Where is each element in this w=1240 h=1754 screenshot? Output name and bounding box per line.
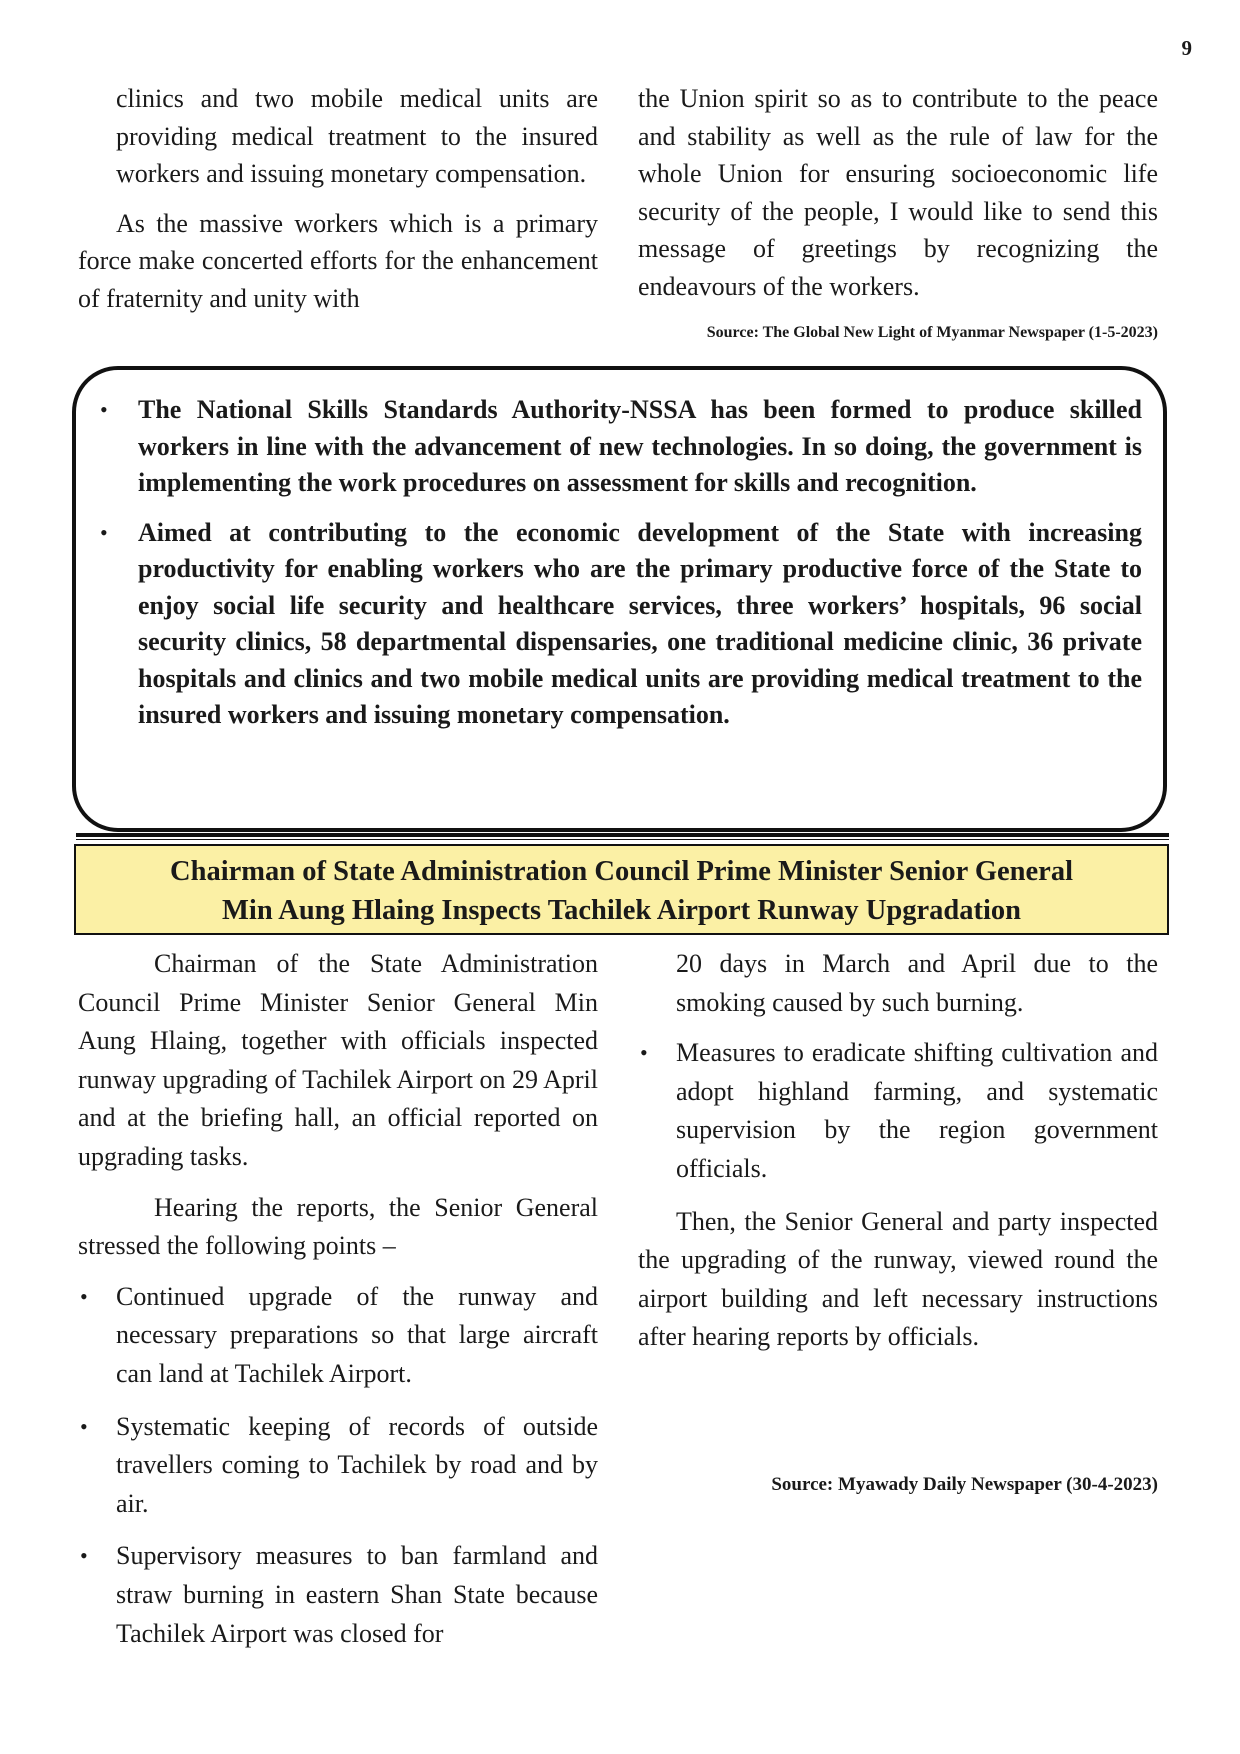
article-bullet-list [638, 1034, 1158, 1188]
continued-paragraph: As the massive workers which is a primary force make concerted efforts for the enhancement of fraternity and unity with [78, 208, 598, 313]
article-right-column [638, 945, 1158, 1369]
list-item-text: Supervisory measures to ban farmland and straw burning in eastern Shan State because Tachilek Airport was closed for [116, 1541, 598, 1648]
highlight-list [100, 392, 1142, 747]
list-item-text: Systematic keeping of records of outside travellers coming to Tachilek by road and by air. [116, 1411, 598, 1518]
list-item [78, 1537, 598, 1653]
list-item-text: Measures to eradicate shifting cultivation and adopt highland farming, and systematic supervision by the region government officials. [676, 1038, 1158, 1183]
source-citation: Source: Myawady Daily Newspaper (30-4-2023) [771, 1474, 1158, 1495]
list-item-text: Continued upgrade of the runway and necessary preparations so that large aircraft can land at Tachilek Airport. [116, 1281, 598, 1388]
list-item [78, 1278, 598, 1394]
continued-paragraph: clinics and two mobile medical units are providing medical treatment to the insured workers and issuing monetary compensation. [116, 84, 598, 188]
page-number: 9 [1181, 36, 1192, 60]
continued-paragraph: the Union spirit so as to contribute to the peace and stability as well as the rule of law for the whole Union for ensuring socioeconomic life security of the people, I would like to send this message of greetings by recognizing the endeavours of the workers. [638, 84, 1158, 301]
article-headline [74, 844, 1169, 935]
article-left-column [78, 945, 598, 1667]
article-paragraph: Hearing the reports, the Senior General stressed the following points – [78, 1192, 598, 1261]
article-paragraph: 20 days in March and April due to the smoking caused by such burning. [676, 949, 1158, 1017]
list-item [78, 1408, 598, 1524]
article-bullet-list [78, 1278, 598, 1653]
bullet-icon: • [100, 519, 108, 545]
list-item [638, 1034, 1158, 1188]
bullet-icon: • [100, 397, 108, 422]
source-citation: Source: The Global New Light of Myanmar Newspaper (1-5-2023) [706, 324, 1158, 341]
article-paragraph: Then, the Senior General and party inspected the upgrading of the runway, viewed round the airport building and left necessary instructions after hearing reports by officials. [638, 1206, 1158, 1352]
bullet-icon: • [80, 1413, 88, 1439]
headline-line: Chairman of State Administration Council Prime Minister Senior General [170, 856, 1073, 887]
highlight-item-text: Aimed at contributing to the economic development of the State with increasing productivity for enabling workers who are the primary productive force of the State to enjoy social life security and healthcare services, three workers’ hospitals, 96 social security clinics, 58 departmental dispensaries, one traditional medicine clinic, 36 private hospitals and clinics and two mobile medical units are providing medical treatment to the insured workers and issuing monetary compensation. [138, 517, 1142, 729]
continued-article-left-column [78, 80, 598, 329]
highlight-item [100, 515, 1142, 734]
highlight-item [100, 392, 1142, 502]
highlight-item-text: The National Skills Standards Authority-NSSA has been formed to produce skilled workers in line with the advancement of new technologies. In so doing, the government is implementing the work procedures on assessment for skills and recognition. [138, 395, 1142, 497]
headline-line: Min Aung Hlaing Inspects Tachilek Airport Runway Upgradation [222, 895, 1021, 926]
continued-article-right-column [638, 80, 1158, 317]
article-paragraph: Chairman of the State Administration Council Prime Minister Senior General Min Aung Hlaing, together with officials inspected runway upgrading of Tachilek Airport on 29 April and at the briefing hall, an official reported on upgrading tasks. [78, 949, 598, 1171]
divider [76, 839, 1169, 840]
bullet-icon: • [640, 1040, 648, 1066]
bullet-icon: • [80, 1543, 88, 1569]
divider [76, 833, 1169, 837]
bullet-icon: • [80, 1283, 88, 1309]
